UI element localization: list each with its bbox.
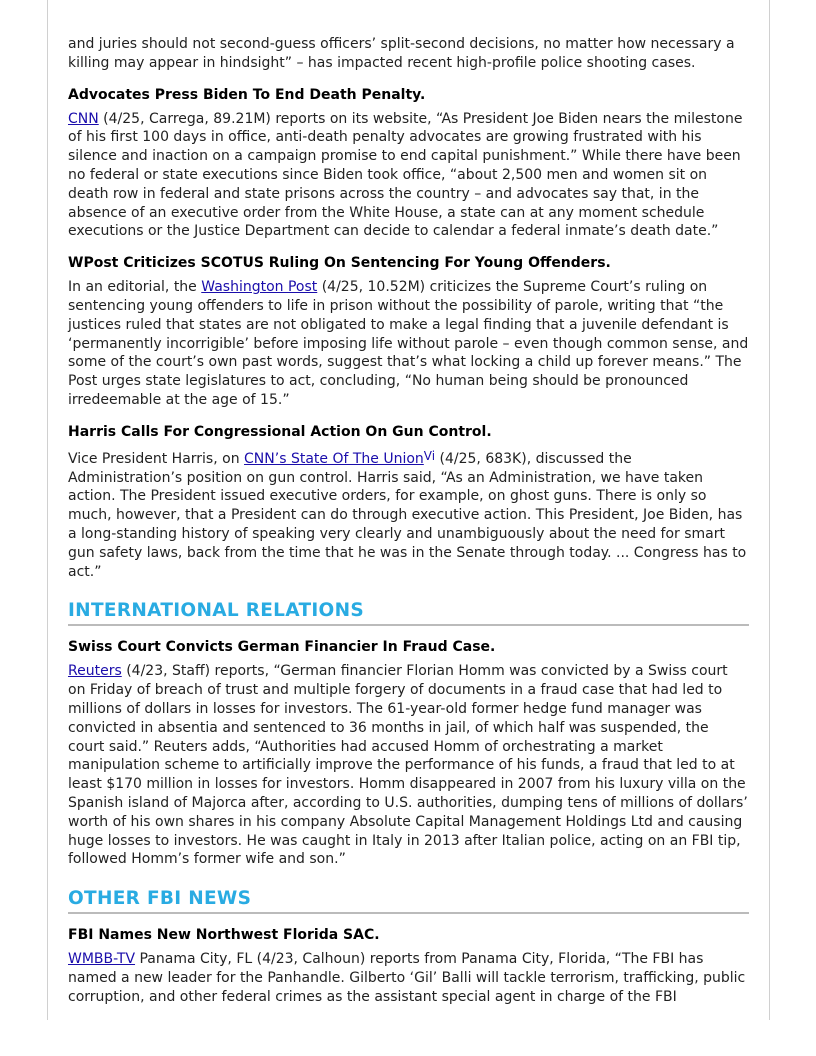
story-title: WPost Criticizes SCOTUS Ruling On Sentencing For Young Offenders. [68, 255, 611, 272]
newsletter-content [68, 35, 749, 1018]
story-text: Panama City, FL (4/23, Calhoun) reports from Panama City, Florida, “The FBI has named a new leader for the Panhandle. Gilberto ‘Gil’ Balli will tackle terrorism, trafficking, public corruption, and other federal crimes as the assistant special agent in charge of the FBI [68, 951, 746, 1005]
story-title: FBI Names New Northwest Florida SAC. [68, 927, 380, 944]
source-link-washington-post[interactable]: Washington Post [201, 279, 318, 296]
source-link-cnn[interactable]: CNN [68, 110, 99, 127]
story-prefix: Vice President Harris, on [68, 450, 245, 467]
story-fbi-sac [68, 925, 749, 1006]
story-death-penalty [68, 85, 749, 242]
source-link-cnn-sotu[interactable]: CNN’s State Of The Union [244, 450, 424, 467]
story-title: Harris Calls For Congressional Action On Gun Control. [68, 423, 492, 440]
story-body [68, 278, 749, 410]
story-body [68, 662, 749, 869]
story-title: Advocates Press Biden To End Death Penalty. [68, 86, 426, 103]
section-heading-international-relations: INTERNATIONAL RELATIONS [68, 599, 749, 626]
story-body [68, 110, 749, 242]
intro-paragraph: and juries should not second-guess officers’ split-second decisions, no matter how necessary a killing may appear in hindsight” – has impacted recent high-profile police shooting cases. [68, 36, 735, 71]
source-link-reuters[interactable]: Reuters [68, 663, 122, 680]
story-text: (4/25, Carrega, 89.21M) reports on its website, “As President Joe Biden nears the milestone of his first 100 days in office, anti-death penalty advocates are growing frustrated with his silence and inaction on a campaign promise to end capital punishment.” While there have been no federal or state executions since Biden took office, “about 2,500 men and women sit on death row in federal and state prisons across the country – and advocates say that, in the absence of an executive order from the White House, a state can at any moment schedule executions or the Justice Department can decide to calendar a federal inmate’s death date.” [68, 110, 743, 240]
story-text: (4/25, 10.52M) criticizes the Supreme Court’s ruling on sentencing young offenders to life in prison without the possibility of parole, writing that “the justices ruled that states are not obligated to make a legal finding that a juvenile defendant is ‘permanently incorrigible’ before imposing life without parole – even though common sense, and some of the court’s own past words, suggest that’s what locking a child up forever means.” The Post urges state legislatures to act, concluding, “No human being should be pronounced irredeemable at the age of 15.” [68, 279, 749, 408]
story-gun-control [68, 422, 749, 582]
story-text: (4/23, Staff) reports, “German financier Florian Homm was convicted by a Swiss court on Friday of breach of trust and multiple forgery of documents in a fraud case that had led to millions of dollars in losses for investors. The 61-year-old former hedge fund manager was convicted in absentia and sentenced to 36 months in jail, of which half was suspended, the court said.” Reuters adds, “Authorities had accused Homm of orchestrating a market manipulation scheme to artificially improve the performance of his funds, a fraud that led to at least $170 million in losses for investors. Homm disappeared in 2007 from his luxury villa on the Spanish island of Majorca after, according to U.S. authorities, dumping tens of millions of dollars’ worth of his own shares in his company Absolute Capital Management Holdings Ltd and causing huge losses to investors. He was caught in Italy in 2013 after Italian police, acting on an FBI tip, followed Homm’s former wife and son.” [68, 663, 748, 868]
source-link-wmbb[interactable]: WMBB-TV [68, 951, 136, 968]
story-swiss-court [68, 637, 749, 869]
story-prefix: In an editorial, the [68, 279, 202, 296]
story-text: (4/25, 683K), discussed the Administration’s position on gun control. Harris said, “As an Administration, we have taken action. The President issued executive orders, for example, on ghost guns. There is only so much, however, that a President can do through executive action. This President, Joe Biden, has a long-standing history of speaking very clearly and unambiguously about the need for smart gun safety laws, back from the time that he was in the Senate through today. ... Congress has to act.” [68, 450, 747, 580]
story-body [68, 950, 749, 1006]
story-title: Swiss Court Convicts German Financier In Fraud Case. [68, 639, 496, 656]
section-heading-other-fbi-news: OTHER FBI NEWS [68, 887, 749, 914]
story-scotus-sentencing [68, 253, 749, 410]
video-indicator[interactable]: Vi [423, 448, 436, 463]
story-body [68, 447, 749, 582]
